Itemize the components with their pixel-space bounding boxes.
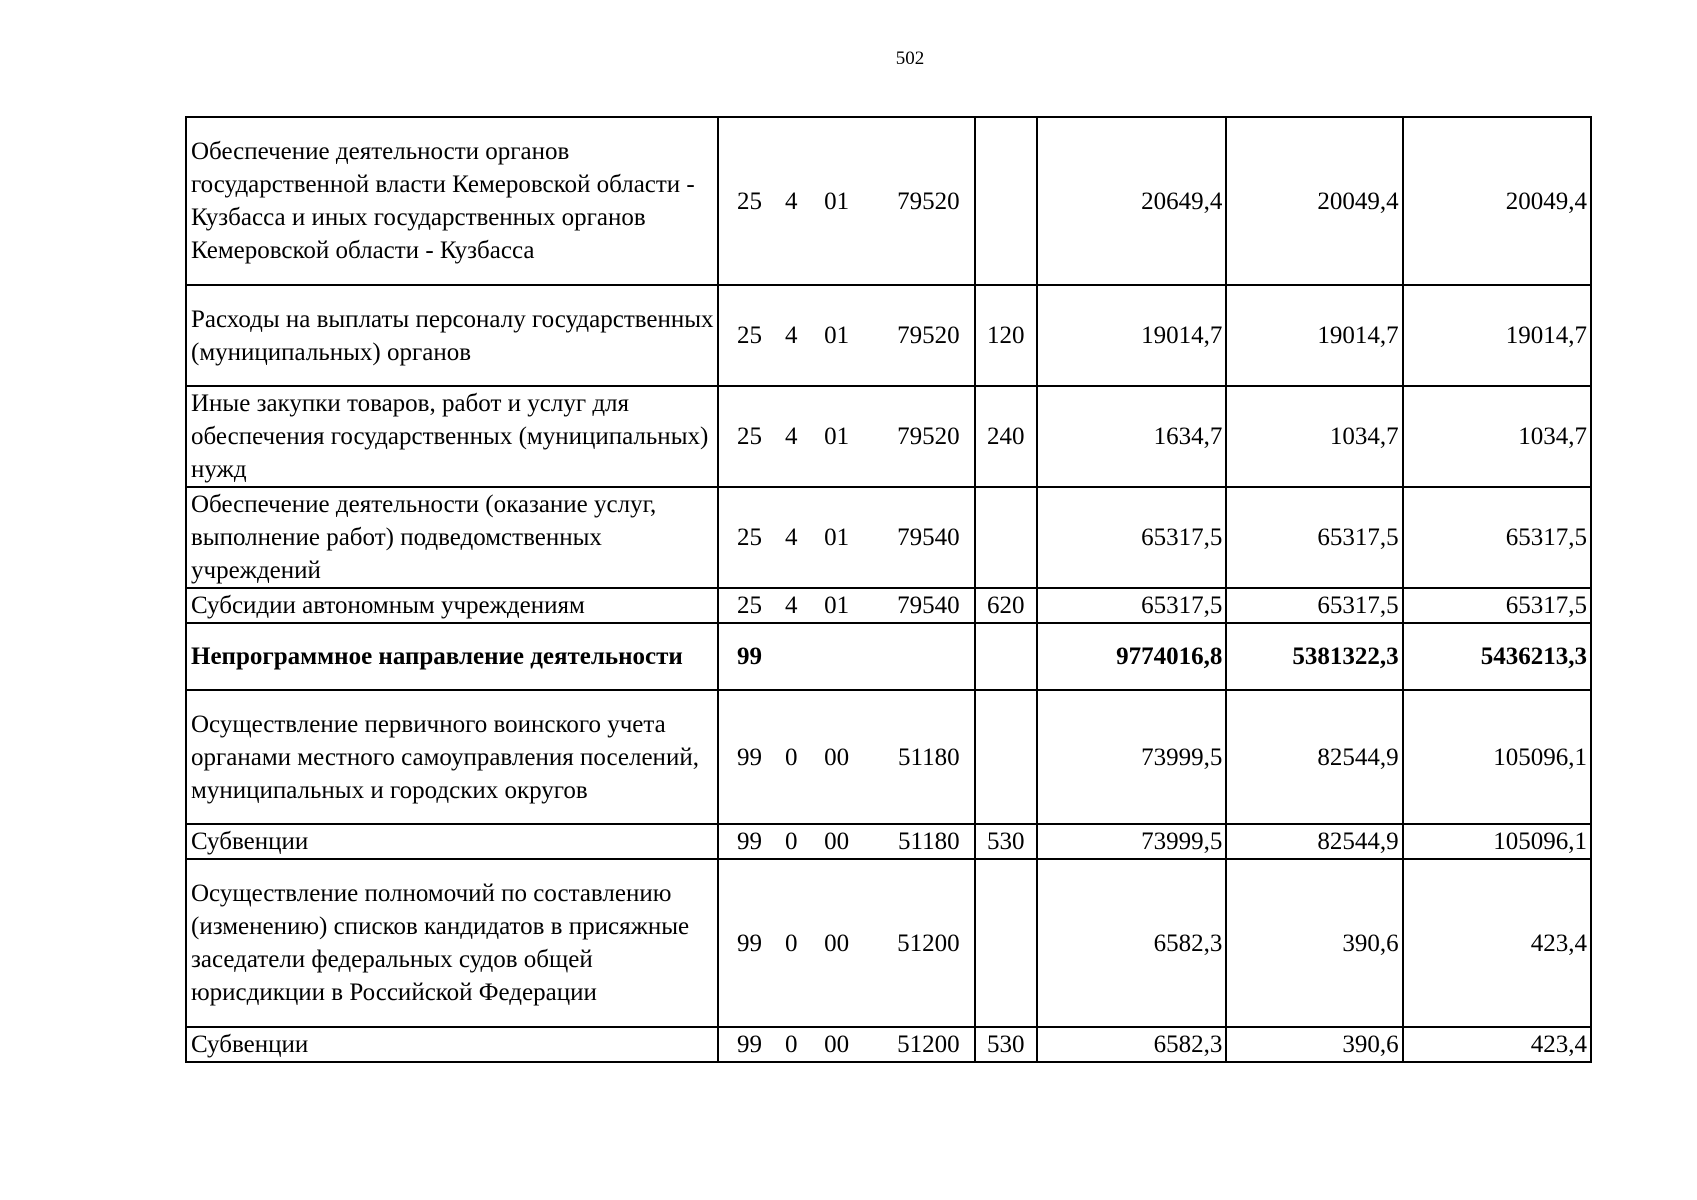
code-4: 79520 <box>861 386 975 487</box>
table-row <box>186 623 1591 690</box>
row-name: Субвенции <box>186 824 718 859</box>
code-4 <box>861 623 975 690</box>
sum-1: 6582,3 <box>1037 1027 1226 1062</box>
expense-type: 120 <box>975 285 1037 386</box>
sum-2: 19014,7 <box>1226 285 1402 386</box>
code-3: 01 <box>812 588 860 623</box>
code-4: 51200 <box>861 859 975 1027</box>
expense-type: 240 <box>975 386 1037 487</box>
code-4: 51180 <box>861 690 975 824</box>
sum-1: 1634,7 <box>1037 386 1226 487</box>
code-2: 4 <box>770 588 812 623</box>
code-1: 25 <box>718 285 770 386</box>
sum-1: 65317,5 <box>1037 487 1226 588</box>
row-name: Осуществление полномочий по составлению (изменению) списков кандидатов в присяжные заседатели федеральных судов общей юрисдикции в Российской Федерации <box>186 859 718 1027</box>
code-3: 01 <box>812 386 860 487</box>
sum-1: 20649,4 <box>1037 117 1226 285</box>
code-2: 0 <box>770 1027 812 1062</box>
expense-type <box>975 859 1037 1027</box>
code-3: 00 <box>812 690 860 824</box>
table-row <box>186 690 1591 824</box>
code-1: 99 <box>718 623 770 690</box>
expense-type <box>975 623 1037 690</box>
sum-1: 73999,5 <box>1037 690 1226 824</box>
code-4: 79520 <box>861 285 975 386</box>
row-name: Непрограммное направление деятельности <box>186 623 718 690</box>
sum-3: 1034,7 <box>1403 386 1591 487</box>
table-row <box>186 487 1591 588</box>
code-2: 0 <box>770 824 812 859</box>
sum-1: 19014,7 <box>1037 285 1226 386</box>
sum-1: 73999,5 <box>1037 824 1226 859</box>
sum-1: 9774016,8 <box>1037 623 1226 690</box>
code-2: 4 <box>770 487 812 588</box>
row-name: Иные закупки товаров, работ и услуг для обеспечения государственных (муниципальных) нужд <box>186 386 718 487</box>
code-1: 25 <box>718 117 770 285</box>
expense-type <box>975 690 1037 824</box>
code-2: 4 <box>770 117 812 285</box>
code-3: 00 <box>812 824 860 859</box>
sum-3: 423,4 <box>1403 1027 1591 1062</box>
row-name: Осуществление первичного воинского учета органами местного самоуправления поселений, муниципальных и городских округов <box>186 690 718 824</box>
code-3: 01 <box>812 285 860 386</box>
sum-2: 82544,9 <box>1226 824 1402 859</box>
code-3: 00 <box>812 859 860 1027</box>
code-1: 25 <box>718 588 770 623</box>
code-3: 01 <box>812 117 860 285</box>
sum-2: 82544,9 <box>1226 690 1402 824</box>
code-4: 51180 <box>861 824 975 859</box>
sum-1: 65317,5 <box>1037 588 1226 623</box>
code-1: 99 <box>718 824 770 859</box>
expense-type: 620 <box>975 588 1037 623</box>
code-4: 51200 <box>861 1027 975 1062</box>
table-row <box>186 1027 1591 1062</box>
row-name: Обеспечение деятельности (оказание услуг, выполнение работ) подведомственных учреждений <box>186 487 718 588</box>
sum-3: 65317,5 <box>1403 487 1591 588</box>
row-name: Обеспечение деятельности органов государственной власти Кемеровской области - Кузбасса и иных государственных органов Кемеровской области - Кузбасса <box>186 117 718 285</box>
sum-1: 6582,3 <box>1037 859 1226 1027</box>
sum-2: 65317,5 <box>1226 588 1402 623</box>
code-1: 25 <box>718 386 770 487</box>
table-row <box>186 117 1591 285</box>
expense-type <box>975 487 1037 588</box>
sum-3: 105096,1 <box>1403 690 1591 824</box>
sum-3: 105096,1 <box>1403 824 1591 859</box>
sum-2: 5381322,3 <box>1226 623 1402 690</box>
table-row <box>186 285 1591 386</box>
table-row <box>186 824 1591 859</box>
code-3 <box>812 623 860 690</box>
code-3: 01 <box>812 487 860 588</box>
code-2: 4 <box>770 386 812 487</box>
code-1: 99 <box>718 690 770 824</box>
table-row <box>186 588 1591 623</box>
table-row <box>186 386 1591 487</box>
sum-3: 65317,5 <box>1403 588 1591 623</box>
code-1: 25 <box>718 487 770 588</box>
expense-type <box>975 117 1037 285</box>
expense-type: 530 <box>975 824 1037 859</box>
code-3: 00 <box>812 1027 860 1062</box>
sum-3: 5436213,3 <box>1403 623 1591 690</box>
code-1: 99 <box>718 1027 770 1062</box>
code-1: 99 <box>718 859 770 1027</box>
sum-3: 20049,4 <box>1403 117 1591 285</box>
sum-2: 1034,7 <box>1226 386 1402 487</box>
sum-3: 423,4 <box>1403 859 1591 1027</box>
row-name: Субвенции <box>186 1027 718 1062</box>
code-2: 0 <box>770 859 812 1027</box>
sum-3: 19014,7 <box>1403 285 1591 386</box>
code-4: 79540 <box>861 487 975 588</box>
code-4: 79520 <box>861 117 975 285</box>
row-name: Расходы на выплаты персоналу государственных (муниципальных) органов <box>186 285 718 386</box>
sum-2: 20049,4 <box>1226 117 1402 285</box>
table-row <box>186 859 1591 1027</box>
code-2: 4 <box>770 285 812 386</box>
code-4: 79540 <box>861 588 975 623</box>
sum-2: 65317,5 <box>1226 487 1402 588</box>
code-2 <box>770 623 812 690</box>
code-2: 0 <box>770 690 812 824</box>
expense-type: 530 <box>975 1027 1037 1062</box>
row-name: Субсидии автономным учреждениям <box>186 588 718 623</box>
sum-2: 390,6 <box>1226 859 1402 1027</box>
budget-table <box>185 116 1592 1063</box>
sum-2: 390,6 <box>1226 1027 1402 1062</box>
page-number: 502 <box>895 48 925 69</box>
